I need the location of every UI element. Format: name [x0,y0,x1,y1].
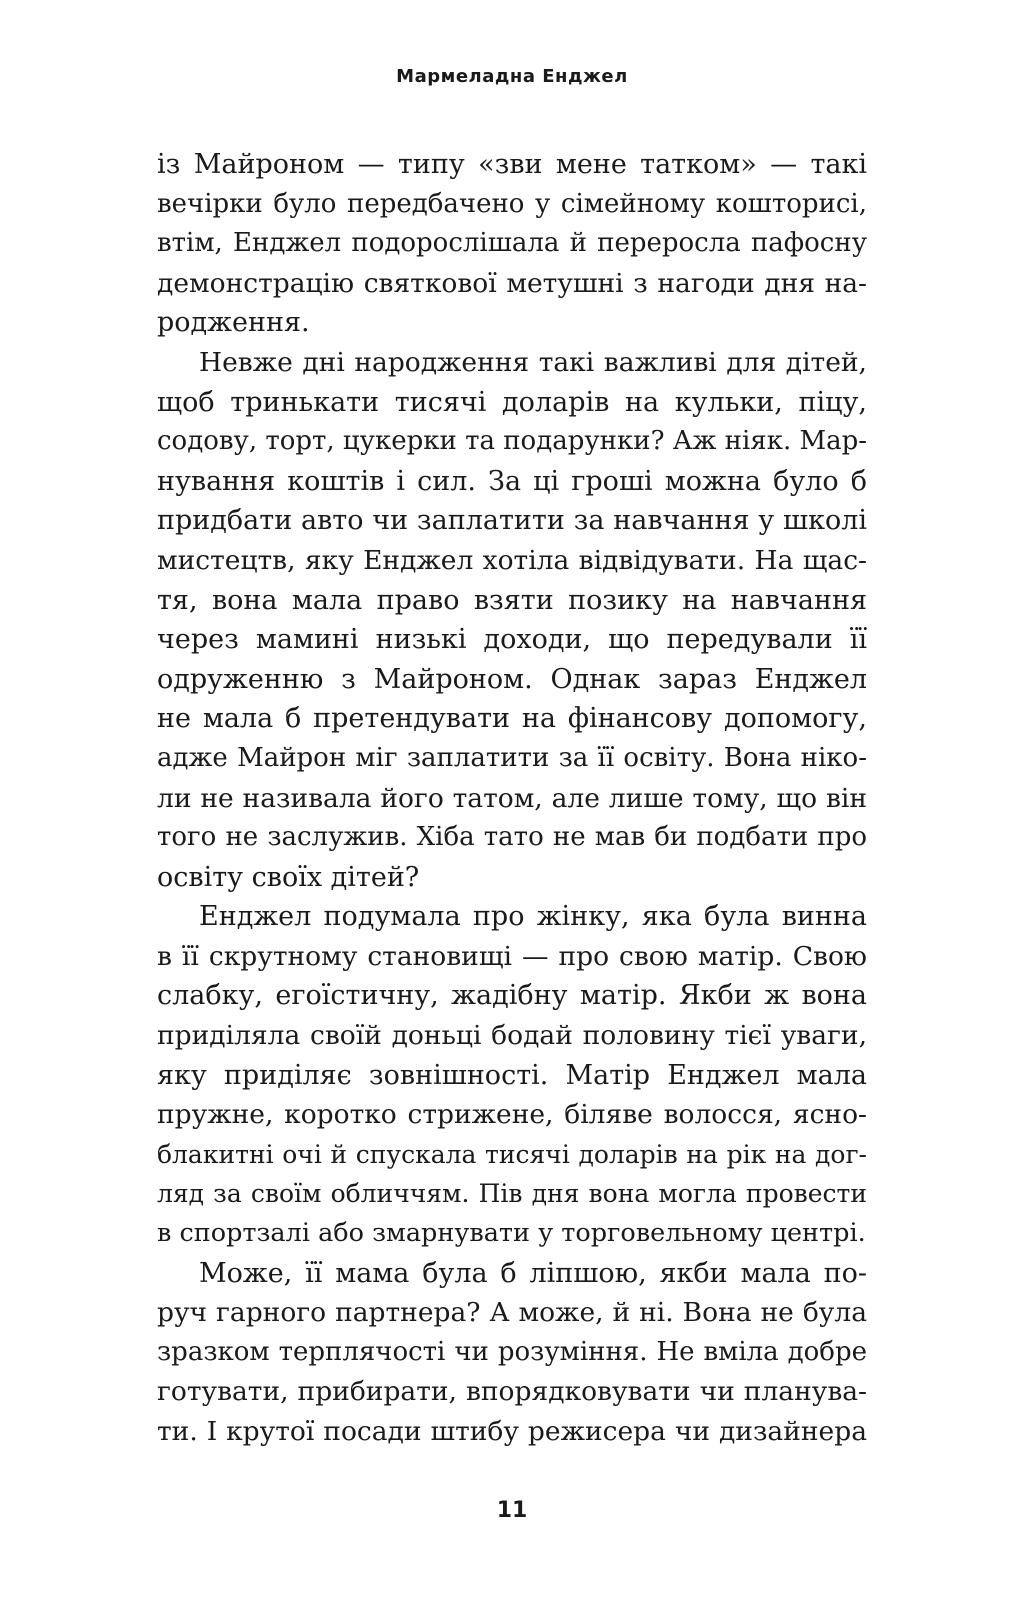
text-line: Невже дні народження такі важливі для дітей, [199,346,867,378]
text-line: через мамині низькі доходи, що передували її [157,624,867,656]
text-line: зразком терплячості чи розуміння. Не вміла добре [157,1336,867,1367]
text-line: адже Майрон міг заплатити за її освіту. Вона ніко- [157,742,867,773]
text-line: блакитні очі й спускала тисячі доларів на рік на дог- [157,1139,867,1169]
text-line: не мала б претендувати на фінансову допомогу, [157,703,867,735]
text-line: ти. І крутої посади штибу режисера чи дизайнера [157,1416,867,1447]
text-line: нування коштів і сил. За ці гроші можна було б [157,465,867,497]
text-line: придбати авто чи заплатити за навчання у школі [157,505,867,537]
text-line: ляд за своїм обличчям. Пів дня вона могла провести [157,1179,867,1209]
text-line: в спортзалі або змарнувати у торговельному центрі. [157,1218,866,1249]
text-line: Може, її мама була б ліпшою, якби мала по- [199,1257,867,1289]
text-line: мистецтв, яку Енджел хотіла відвідувати. На щас- [157,544,867,576]
text-line: втім, Енджел подорослішала й переросла пафосну [157,228,867,259]
text-line: руч гарного партнера? А може, й ні. Вона не була [157,1297,867,1329]
body-text [157,145,867,1452]
text-line: щоб тринькати тисячі доларів на кульки, піцу, [157,386,867,418]
running-head: Мармеладна Енджел [396,66,628,87]
text-line: того не заслужив. Хіба тато не мав би подбати про [157,822,867,853]
text-line: освіту своїх дітей? [157,861,420,893]
text-line: вечірки було передбачено у сімейному кошторисі, [157,188,867,219]
text-line: яку приділяє зовнішності. Матір Енджел мала [157,1059,867,1091]
text-line: із Майроном — типу «зви мене татком» — такі [157,149,867,180]
text-line: приділяла своїй доньці бодай половину тієї уваги, [157,1020,867,1052]
text-line: слабку, егоїстичну, жадібну матір. Якби ж вона [157,980,867,1012]
page-number: 11 [496,1498,528,1523]
text-line: в її скрутному становищі — про свою матір. Свою [157,940,867,972]
text-line: ли не називала його татом, але лише тому, що він [157,782,867,814]
text-line: пружне, коротко стрижене, біляве волосся, ясно- [157,1099,867,1131]
text-line: готувати, прибирати, впорядковувати чи планува- [157,1376,867,1408]
text-line: тя, вона мала право взяти позику на навчання [157,584,867,616]
text-line: одруженню з Майроном. Однак зараз Енджел [157,663,867,695]
text-line: Енджел подумала про жінку, яка була винна [199,901,867,933]
text-line: родження. [157,307,310,339]
text-line: содову, торт, цукерки та подарунки? Аж ніяк. Мар- [157,426,867,457]
text-line: демонстрацію святкової метушні з нагоди дня на- [157,267,867,299]
